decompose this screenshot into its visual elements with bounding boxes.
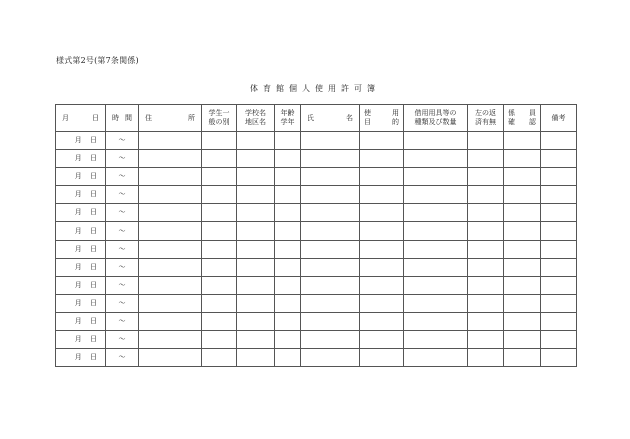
header-purpose <box>360 105 404 132</box>
row-blank-cell <box>504 258 541 276</box>
row-blank-cell <box>301 168 360 186</box>
row-blank-cell <box>468 312 504 330</box>
row-blank-cell <box>139 186 202 204</box>
row-blank-cell <box>301 186 360 204</box>
header-date-month: 月 <box>62 113 69 122</box>
row-time-cell: ～ <box>106 222 139 240</box>
header-remarks-label: 備考 <box>551 113 566 122</box>
row-time-cell: ～ <box>106 312 139 330</box>
row-blank-cell <box>202 258 237 276</box>
row-blank-cell <box>202 312 237 330</box>
row-blank-cell <box>237 294 275 312</box>
row-blank-cell <box>202 186 237 204</box>
row-blank-cell <box>468 331 504 349</box>
row-blank-cell <box>360 240 404 258</box>
row-blank-cell <box>275 186 301 204</box>
row-blank-cell <box>360 132 404 150</box>
row-blank-cell <box>139 222 202 240</box>
header-name-b: 名 <box>346 113 353 122</box>
row-blank-cell <box>202 276 237 294</box>
table-row <box>56 294 577 312</box>
row-blank-cell <box>468 349 504 367</box>
row-blank-cell <box>301 204 360 222</box>
row-blank-cell <box>360 186 404 204</box>
header-equipment-l2: 種類及び数量 <box>414 118 457 126</box>
header-purpose-l2b: 的 <box>392 118 399 126</box>
row-date-cell: 月 日 <box>56 222 106 240</box>
header-time-b: 間 <box>125 113 132 122</box>
row-blank-cell <box>360 331 404 349</box>
row-blank-cell <box>404 150 468 168</box>
row-blank-cell <box>139 258 202 276</box>
row-blank-cell <box>541 222 577 240</box>
row-blank-cell <box>301 312 360 330</box>
row-blank-cell <box>202 150 237 168</box>
header-staff-check <box>504 105 541 132</box>
table-row <box>56 331 577 349</box>
header-purpose-l2a: 目 <box>364 118 371 126</box>
header-staff-check-l1b: 員 <box>529 109 536 117</box>
row-blank-cell <box>504 312 541 330</box>
row-blank-cell <box>301 150 360 168</box>
row-blank-cell <box>275 331 301 349</box>
row-blank-cell <box>301 258 360 276</box>
row-blank-cell <box>139 240 202 258</box>
row-blank-cell <box>237 276 275 294</box>
row-date-cell: 月 日 <box>56 240 106 258</box>
row-blank-cell <box>360 258 404 276</box>
row-blank-cell <box>360 349 404 367</box>
row-blank-cell <box>139 276 202 294</box>
row-blank-cell <box>404 240 468 258</box>
row-time-cell: ～ <box>106 258 139 276</box>
row-blank-cell <box>275 349 301 367</box>
register-body <box>56 132 577 367</box>
header-date-day: 日 <box>92 113 99 122</box>
row-blank-cell <box>468 240 504 258</box>
row-blank-cell <box>404 349 468 367</box>
row-blank-cell <box>301 132 360 150</box>
row-blank-cell <box>237 150 275 168</box>
row-blank-cell <box>139 294 202 312</box>
row-blank-cell <box>541 150 577 168</box>
row-blank-cell <box>360 150 404 168</box>
row-blank-cell <box>237 331 275 349</box>
row-blank-cell <box>202 331 237 349</box>
row-blank-cell <box>404 312 468 330</box>
row-date-cell: 月 日 <box>56 276 106 294</box>
header-return-status-l2: 済有無 <box>475 118 496 126</box>
header-remarks <box>541 105 577 132</box>
header-row <box>56 105 577 132</box>
header-equipment <box>404 105 468 132</box>
header-staff-check-l2b: 認 <box>529 118 536 126</box>
row-blank-cell <box>202 294 237 312</box>
row-blank-cell <box>237 312 275 330</box>
row-blank-cell <box>301 222 360 240</box>
row-blank-cell <box>504 186 541 204</box>
row-time-cell: ～ <box>106 186 139 204</box>
row-blank-cell <box>404 276 468 294</box>
row-blank-cell <box>139 150 202 168</box>
row-blank-cell <box>360 204 404 222</box>
row-blank-cell <box>237 349 275 367</box>
row-blank-cell <box>360 294 404 312</box>
row-blank-cell <box>275 312 301 330</box>
header-name-a: 氏 <box>307 113 314 122</box>
row-blank-cell <box>541 132 577 150</box>
header-purpose-l1b: 用 <box>392 109 399 117</box>
row-blank-cell <box>237 258 275 276</box>
header-purpose-l1a: 使 <box>364 109 371 117</box>
header-student-general <box>202 105 237 132</box>
row-blank-cell <box>360 168 404 186</box>
header-school-area-l2: 地区名 <box>245 118 266 126</box>
row-blank-cell <box>404 222 468 240</box>
header-name <box>301 105 360 132</box>
header-return-status-l1: 左の返 <box>475 109 496 117</box>
table-row <box>56 150 577 168</box>
row-blank-cell <box>468 258 504 276</box>
row-blank-cell <box>541 240 577 258</box>
header-address-a: 住 <box>145 113 152 122</box>
row-blank-cell <box>468 294 504 312</box>
row-blank-cell <box>301 349 360 367</box>
row-blank-cell <box>504 168 541 186</box>
row-blank-cell <box>139 312 202 330</box>
row-blank-cell <box>404 186 468 204</box>
row-blank-cell <box>404 331 468 349</box>
row-time-cell: ～ <box>106 168 139 186</box>
header-student-general-l1: 学生一 <box>208 109 230 117</box>
row-blank-cell <box>404 258 468 276</box>
header-age-grade-l2: 学年 <box>280 118 295 126</box>
row-blank-cell <box>404 168 468 186</box>
row-blank-cell <box>275 294 301 312</box>
row-blank-cell <box>237 132 275 150</box>
header-time <box>106 105 139 132</box>
row-blank-cell <box>468 204 504 222</box>
header-student-general-l2: 般の別 <box>208 118 230 126</box>
table-row <box>56 204 577 222</box>
row-blank-cell <box>237 204 275 222</box>
table-row <box>56 132 577 150</box>
row-time-cell: ～ <box>106 150 139 168</box>
row-blank-cell <box>301 276 360 294</box>
row-blank-cell <box>275 168 301 186</box>
table-row <box>56 312 577 330</box>
row-blank-cell <box>237 186 275 204</box>
header-age-grade-l1: 年齢 <box>280 109 295 117</box>
row-blank-cell <box>202 168 237 186</box>
table-row <box>56 222 577 240</box>
row-blank-cell <box>139 132 202 150</box>
row-blank-cell <box>301 240 360 258</box>
row-blank-cell <box>504 331 541 349</box>
header-staff-check-l1a: 係 <box>508 109 515 117</box>
header-return-status <box>468 105 504 132</box>
table-row <box>56 349 577 367</box>
row-blank-cell <box>541 294 577 312</box>
table-row <box>56 186 577 204</box>
row-blank-cell <box>504 222 541 240</box>
usage-register-table <box>55 104 577 367</box>
row-blank-cell <box>504 276 541 294</box>
row-blank-cell <box>360 222 404 240</box>
row-blank-cell <box>237 222 275 240</box>
row-time-cell: ～ <box>106 349 139 367</box>
header-school-area-l1: 学校名 <box>245 109 266 117</box>
row-blank-cell <box>301 331 360 349</box>
row-time-cell: ～ <box>106 294 139 312</box>
row-blank-cell <box>275 222 301 240</box>
row-blank-cell <box>541 349 577 367</box>
row-blank-cell <box>275 204 301 222</box>
row-blank-cell <box>360 276 404 294</box>
row-blank-cell <box>468 150 504 168</box>
row-blank-cell <box>275 258 301 276</box>
row-time-cell: ～ <box>106 240 139 258</box>
row-blank-cell <box>360 312 404 330</box>
row-date-cell: 月 日 <box>56 168 106 186</box>
row-blank-cell <box>541 204 577 222</box>
row-blank-cell <box>202 222 237 240</box>
row-blank-cell <box>468 186 504 204</box>
row-blank-cell <box>468 168 504 186</box>
row-blank-cell <box>541 276 577 294</box>
row-time-cell: ～ <box>106 331 139 349</box>
header-time-a: 時 <box>112 113 119 122</box>
row-blank-cell <box>275 240 301 258</box>
page-title: 体育館個人使用許可簿 <box>250 84 380 93</box>
header-school-area <box>237 105 275 132</box>
row-time-cell: ～ <box>106 276 139 294</box>
row-blank-cell <box>404 204 468 222</box>
row-blank-cell <box>139 331 202 349</box>
row-blank-cell <box>404 132 468 150</box>
row-date-cell: 月 日 <box>56 312 106 330</box>
row-blank-cell <box>504 349 541 367</box>
row-blank-cell <box>275 276 301 294</box>
table-row <box>56 240 577 258</box>
row-blank-cell <box>541 258 577 276</box>
row-blank-cell <box>275 150 301 168</box>
row-blank-cell <box>404 294 468 312</box>
row-date-cell: 月 日 <box>56 349 106 367</box>
row-date-cell: 月 日 <box>56 186 106 204</box>
row-time-cell: ～ <box>106 132 139 150</box>
row-blank-cell <box>504 204 541 222</box>
row-date-cell: 月 日 <box>56 294 106 312</box>
row-blank-cell <box>468 132 504 150</box>
row-blank-cell <box>504 240 541 258</box>
row-blank-cell <box>468 222 504 240</box>
table-row <box>56 276 577 294</box>
row-blank-cell <box>275 132 301 150</box>
row-blank-cell <box>202 240 237 258</box>
header-address-b: 所 <box>188 113 195 122</box>
row-blank-cell <box>541 331 577 349</box>
row-blank-cell <box>202 132 237 150</box>
table-row <box>56 258 577 276</box>
row-date-cell: 月 日 <box>56 204 106 222</box>
header-date <box>56 105 106 132</box>
row-blank-cell <box>541 168 577 186</box>
header-staff-check-l2a: 確 <box>508 118 515 126</box>
row-blank-cell <box>237 168 275 186</box>
row-date-cell: 月 日 <box>56 132 106 150</box>
row-blank-cell <box>139 168 202 186</box>
row-blank-cell <box>468 276 504 294</box>
row-date-cell: 月 日 <box>56 150 106 168</box>
row-blank-cell <box>237 240 275 258</box>
row-blank-cell <box>202 204 237 222</box>
form-number: 様式第2号(第7条関係) <box>56 56 139 65</box>
row-blank-cell <box>504 150 541 168</box>
row-blank-cell <box>139 204 202 222</box>
header-address <box>139 105 202 132</box>
row-blank-cell <box>504 294 541 312</box>
header-age-grade <box>275 105 301 132</box>
row-blank-cell <box>541 186 577 204</box>
row-blank-cell <box>202 349 237 367</box>
header-equipment-l1: 借用用具等の <box>414 109 457 117</box>
row-blank-cell <box>504 132 541 150</box>
row-date-cell: 月 日 <box>56 331 106 349</box>
row-time-cell: ～ <box>106 204 139 222</box>
row-blank-cell <box>541 312 577 330</box>
row-date-cell: 月 日 <box>56 258 106 276</box>
table-row <box>56 168 577 186</box>
row-blank-cell <box>139 349 202 367</box>
row-blank-cell <box>301 294 360 312</box>
